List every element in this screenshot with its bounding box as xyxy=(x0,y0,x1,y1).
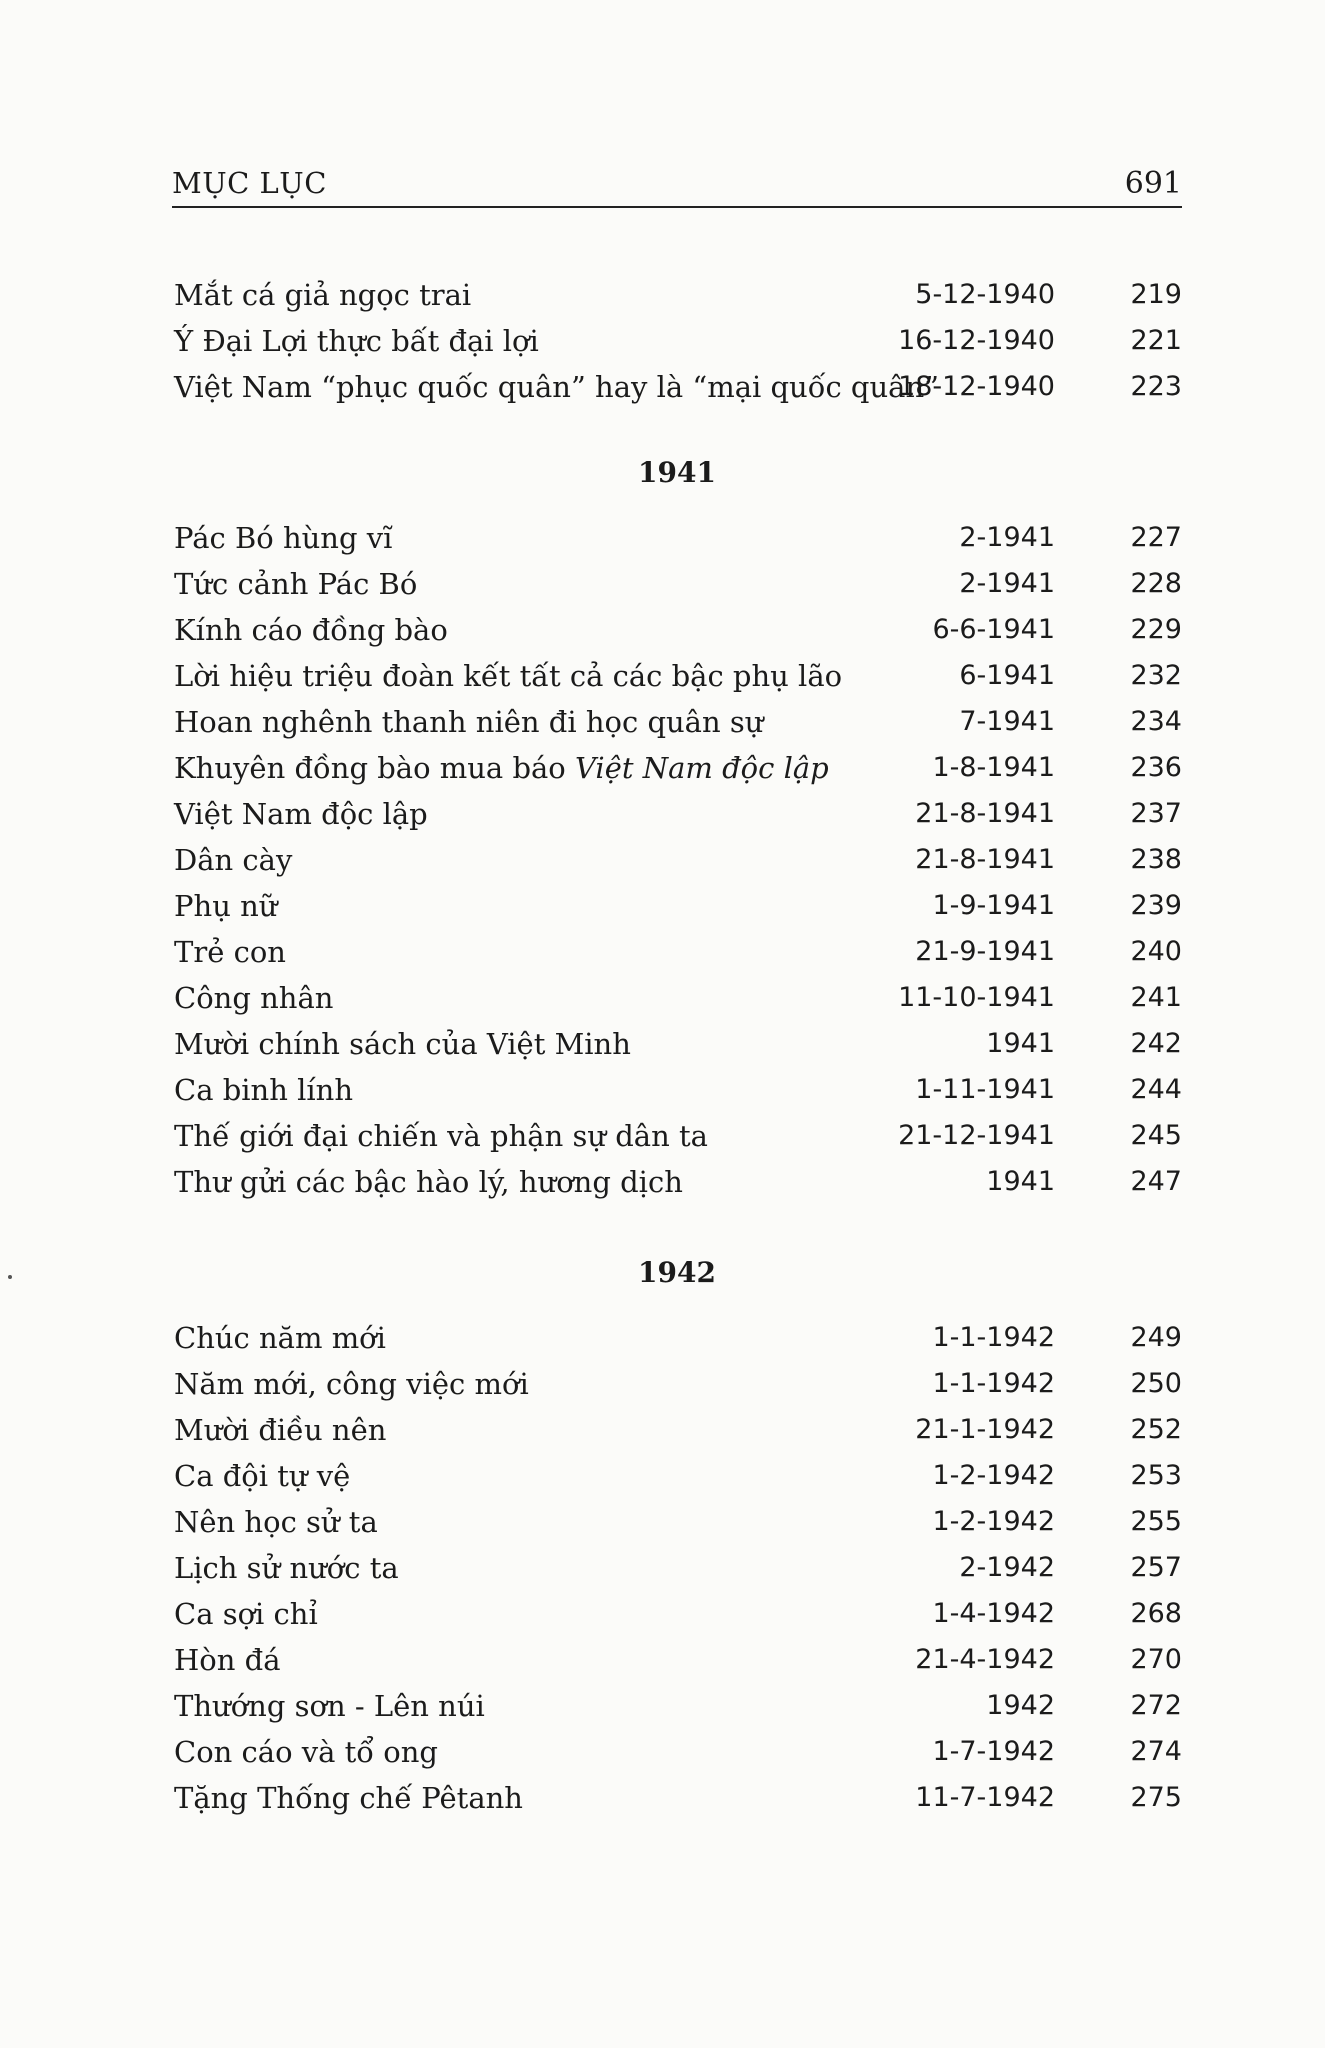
year-heading-1942: 1942 xyxy=(638,1256,716,1289)
entry-date: 21-9-1941 xyxy=(915,936,1055,967)
entry-title: Hòn đá xyxy=(174,1643,281,1677)
entry-page: 245 xyxy=(1130,1120,1182,1151)
entry-date: 21-4-1942 xyxy=(915,1644,1055,1675)
entry-page: 247 xyxy=(1130,1166,1182,1197)
entry-date: 21-8-1941 xyxy=(915,798,1055,829)
toc-entry xyxy=(172,1591,1182,1637)
entry-title: Thư gửi các bậc hào lý, hương dịch xyxy=(174,1165,683,1199)
toc-entry xyxy=(172,1407,1182,1453)
entry-date: 6-1941 xyxy=(959,660,1055,691)
entry-page: 270 xyxy=(1130,1644,1182,1675)
entry-page: 252 xyxy=(1130,1414,1182,1445)
entry-title-text: Khuyên đồng bào mua báo xyxy=(174,751,575,785)
entry-page: 240 xyxy=(1130,936,1182,967)
toc-entry xyxy=(172,607,1182,653)
toc-entry xyxy=(172,1315,1182,1361)
toc-section-1942 xyxy=(172,1315,1182,1821)
entry-title: Ca đội tự vệ xyxy=(174,1459,351,1493)
scan-speck xyxy=(8,1275,12,1279)
entry-page: 238 xyxy=(1130,844,1182,875)
toc-entry xyxy=(172,1775,1182,1821)
entry-title: Tặng Thống chế Pêtanh xyxy=(174,1781,523,1815)
entry-title: Mắt cá giả ngọc trai xyxy=(174,278,472,312)
entry-title: Chúc năm mới xyxy=(174,1321,386,1355)
entry-page: 255 xyxy=(1130,1506,1182,1537)
entry-date: 1-1-1942 xyxy=(932,1368,1055,1399)
entry-date: 1-8-1941 xyxy=(932,752,1055,783)
toc-entry xyxy=(172,929,1182,975)
entry-title: Tức cảnh Pác Bó xyxy=(174,567,418,601)
entry-title: Ca binh lính xyxy=(174,1073,354,1107)
entry-page: 237 xyxy=(1130,798,1182,829)
entry-page: 272 xyxy=(1130,1690,1182,1721)
toc-entry xyxy=(172,883,1182,929)
entry-date: 1942 xyxy=(986,1690,1055,1721)
entry-title: Nên học sử ta xyxy=(174,1505,378,1539)
entry-title: Công nhân xyxy=(174,981,334,1015)
entry-date: 11-10-1941 xyxy=(898,982,1055,1013)
entry-title: Lịch sử nước ta xyxy=(174,1551,399,1585)
entry-date: 2-1941 xyxy=(959,568,1055,599)
entry-page: 219 xyxy=(1130,279,1182,310)
entry-title: Hoan nghênh thanh niên đi học quân sự xyxy=(174,705,764,739)
page-number: 691 xyxy=(1124,166,1182,201)
toc-entry xyxy=(172,1545,1182,1591)
entry-date: 7-1941 xyxy=(959,706,1055,737)
toc-entry xyxy=(172,561,1182,607)
entry-date: 1941 xyxy=(986,1166,1055,1197)
toc-entry xyxy=(172,791,1182,837)
entry-date: 1941 xyxy=(986,1028,1055,1059)
entry-page: 239 xyxy=(1130,890,1182,921)
entry-title: Ca sợi chỉ xyxy=(174,1597,318,1631)
entry-title-italic: Việt Nam độc lập xyxy=(574,751,829,785)
toc-section-1940 xyxy=(172,272,1182,410)
toc-entry xyxy=(172,975,1182,1021)
entry-page: 241 xyxy=(1130,982,1182,1013)
entry-page: 250 xyxy=(1130,1368,1182,1399)
entry-date: 1-11-1941 xyxy=(915,1074,1055,1105)
toc-entry xyxy=(172,1361,1182,1407)
entry-date: 21-1-1942 xyxy=(915,1414,1055,1445)
toc-entry xyxy=(172,1637,1182,1683)
toc-entry xyxy=(172,1021,1182,1067)
entry-page: 275 xyxy=(1130,1782,1182,1813)
toc-entry xyxy=(172,745,1182,791)
entry-page: 234 xyxy=(1130,706,1182,737)
toc-entry xyxy=(172,1113,1182,1159)
toc-entry xyxy=(172,1067,1182,1113)
entry-date: 5-12-1940 xyxy=(915,279,1055,310)
entry-page: 229 xyxy=(1130,614,1182,645)
entry-date: 2-1941 xyxy=(959,522,1055,553)
entry-title: Thế giới đại chiến và phận sự dân ta xyxy=(174,1119,708,1153)
entry-title: Kính cáo đồng bào xyxy=(174,613,448,647)
entry-page: 257 xyxy=(1130,1552,1182,1583)
entry-page: 268 xyxy=(1130,1598,1182,1629)
page-header xyxy=(172,160,1182,208)
entry-title: Dân cày xyxy=(174,843,293,877)
toc-entry xyxy=(172,318,1182,364)
entry-date: 1-4-1942 xyxy=(932,1598,1055,1629)
entry-page: 228 xyxy=(1130,568,1182,599)
entry-page: 232 xyxy=(1130,660,1182,691)
entry-date: 1-1-1942 xyxy=(932,1322,1055,1353)
toc-entry xyxy=(172,1499,1182,1545)
toc-entry xyxy=(172,1683,1182,1729)
toc-section-1941 xyxy=(172,515,1182,1205)
entry-page: 227 xyxy=(1130,522,1182,553)
entry-title: Lời hiệu triệu đoàn kết tất cả các bậc phụ lão xyxy=(174,659,843,693)
entry-title: Con cáo và tổ ong xyxy=(174,1735,438,1769)
entry-title: Phụ nữ xyxy=(174,889,278,923)
entry-page: 223 xyxy=(1130,371,1182,402)
entry-date: 1-7-1942 xyxy=(932,1736,1055,1767)
toc-entry xyxy=(172,1729,1182,1775)
entry-title: Pác Bó hùng vĩ xyxy=(174,521,393,555)
year-heading-1941: 1941 xyxy=(638,456,716,489)
toc-entry xyxy=(172,699,1182,745)
entry-date: 16-12-1940 xyxy=(898,325,1055,356)
entry-page: 236 xyxy=(1130,752,1182,783)
entry-title: Ý Đại Lợi thực bất đại lợi xyxy=(174,324,539,358)
entry-title: Năm mới, công việc mới xyxy=(174,1367,529,1401)
toc-entry xyxy=(172,653,1182,699)
entry-date: 1-2-1942 xyxy=(932,1460,1055,1491)
entry-page: 244 xyxy=(1130,1074,1182,1105)
toc-entry xyxy=(172,837,1182,883)
entry-page: 253 xyxy=(1130,1460,1182,1491)
entry-date: 18-12-1940 xyxy=(898,371,1055,402)
entry-date: 1-9-1941 xyxy=(932,890,1055,921)
entry-title xyxy=(174,745,829,791)
entry-page: 249 xyxy=(1130,1322,1182,1353)
entry-date: 21-8-1941 xyxy=(915,844,1055,875)
entry-title: Mười chính sách của Việt Minh xyxy=(174,1027,631,1061)
entry-page: 221 xyxy=(1130,325,1182,356)
entry-page: 274 xyxy=(1130,1736,1182,1767)
entry-date: 6-6-1941 xyxy=(932,614,1055,645)
toc-entry xyxy=(172,272,1182,318)
running-title: MỤC LỤC xyxy=(172,166,327,200)
toc-entry xyxy=(172,1159,1182,1205)
entry-title: Trẻ con xyxy=(174,935,286,969)
entry-title: Thướng sơn - Lên núi xyxy=(174,1689,485,1723)
entry-date: 1-2-1942 xyxy=(932,1506,1055,1537)
entry-page: 242 xyxy=(1130,1028,1182,1059)
entry-title: Việt Nam “phục quốc quân” hay là “mại quốc quân” xyxy=(174,370,939,404)
entry-date: 11-7-1942 xyxy=(915,1782,1055,1813)
entry-title: Việt Nam độc lập xyxy=(174,797,428,831)
toc-entry xyxy=(172,515,1182,561)
toc-entry xyxy=(172,1453,1182,1499)
entry-title: Mười điều nên xyxy=(174,1413,387,1447)
toc-entry xyxy=(172,364,1182,410)
entry-date: 21-12-1941 xyxy=(898,1120,1055,1151)
entry-date: 2-1942 xyxy=(959,1552,1055,1583)
